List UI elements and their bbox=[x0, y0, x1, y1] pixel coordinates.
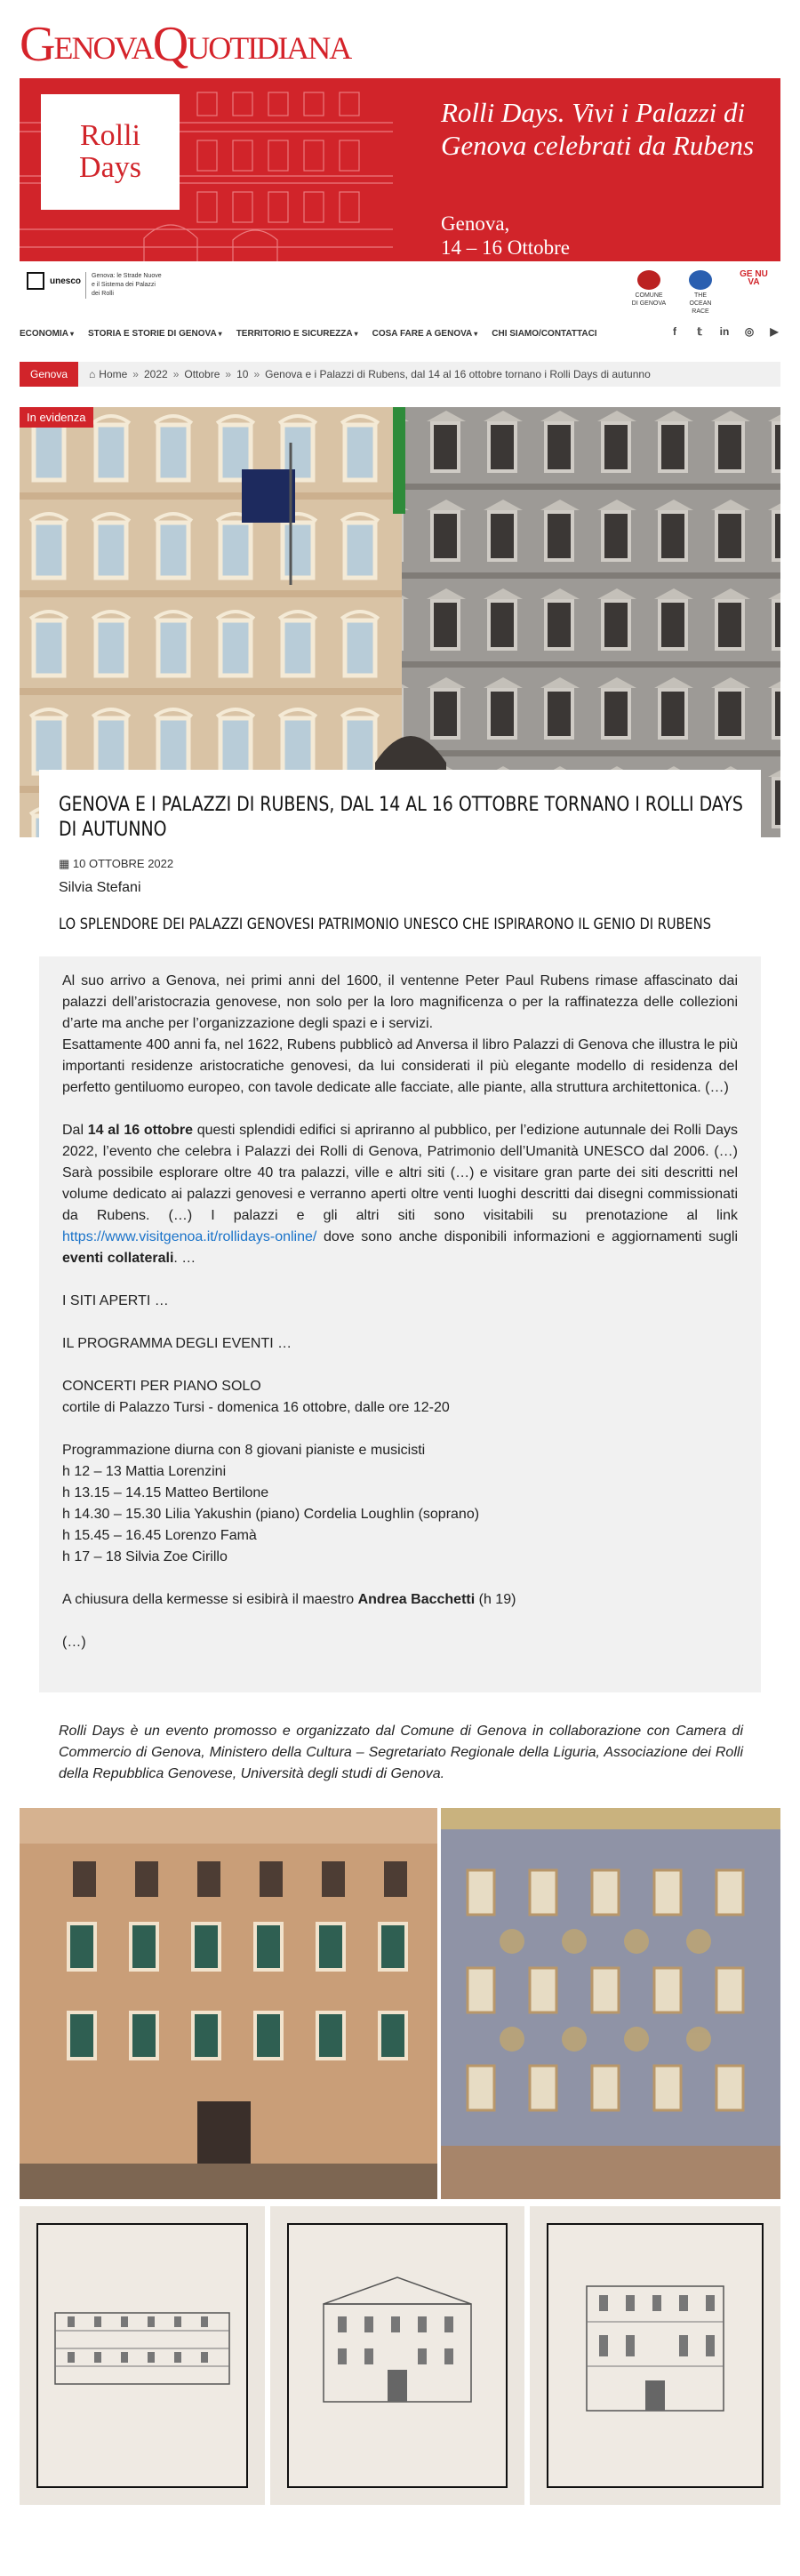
breadcrumb bbox=[20, 362, 780, 387]
list-item: h 12 – 13 Mattia Lorenzini bbox=[62, 1464, 227, 1479]
calendar-icon: ▦ bbox=[59, 857, 70, 870]
site-logo[interactable]: G ENOVA Q UOTIDIANA bbox=[20, 17, 351, 72]
unesco-temple-icon bbox=[27, 272, 44, 290]
unesco-site-name: Genova: le Strade Nuove e il Sistema dei Palazzi dei Rolli bbox=[85, 272, 165, 299]
gallery-photo-facade-frescoes[interactable] bbox=[441, 1808, 780, 2199]
genova-brand-logo: GE NU VA bbox=[740, 269, 768, 287]
rolli-days-banner[interactable] bbox=[20, 78, 780, 261]
section-heading: CONCERTI PER PIANO SOLO bbox=[62, 1379, 261, 1394]
banner-dates: Genova, 14 – 16 Ottobre bbox=[441, 212, 571, 259]
nav-economia[interactable]: ECONOMIA ▾ bbox=[20, 328, 75, 339]
chevron-down-icon: ▾ bbox=[70, 329, 75, 338]
paragraph: Programmazione diurna con 8 giovani pianiste e musicisti bbox=[62, 1443, 426, 1458]
instagram-icon[interactable]: ◎ bbox=[744, 325, 755, 338]
social-links bbox=[668, 325, 780, 338]
nav-territorio[interactable]: TERRITORIO E SICUREZZA ▾ bbox=[236, 328, 358, 339]
article-body bbox=[39, 956, 761, 1692]
ocean-race-logo: THE OCEAN RACE bbox=[683, 270, 718, 316]
list-item: h 15.45 – 16.45 Lorenzo Famà bbox=[62, 1528, 257, 1543]
list-item: h 13.15 – 14.15 Matteo Bertilone bbox=[62, 1485, 269, 1500]
paragraph: cortile di Palazzo Tursi - domenica 16 ottobre, dalle ore 12-20 bbox=[62, 1400, 450, 1415]
section-heading: IL PROGRAMMA DEGLI EVENTI … bbox=[62, 1336, 292, 1351]
comune-genova-logo: COMUNE DI GENOVA bbox=[631, 270, 667, 308]
chevron-down-icon: ▾ bbox=[218, 329, 222, 338]
visitgenoa-link[interactable]: https://www.visitgenoa.it/rollidays-online/ bbox=[62, 1229, 317, 1244]
category-tag[interactable]: Genova bbox=[20, 362, 78, 387]
paragraph: Al suo arrivo a Genova, nei primi anni del 1600, il ventenne Peter Paul Rubens rimase affascinato dai palazzi dell’aristocrazia genovese, non solo per la loro magnificenza o per la raffinatezza delle collezioni d’arte ma anche per l’organizzazione degli spazi e i servizi. bbox=[62, 973, 738, 1031]
breadcrumb-current: Genova e i Palazzi di Rubens, dal 14 al 16 ottobre tornano i Rolli Days di autunno bbox=[265, 368, 651, 380]
nav-cosa-fare[interactable]: COSA FARE A GENOVA ▾ bbox=[372, 328, 478, 339]
gallery-engraving-1[interactable] bbox=[20, 2206, 265, 2505]
breadcrumb-day[interactable]: 10 bbox=[236, 368, 249, 380]
paragraph: Dal 14 al 16 ottobre questi splendidi edifici si apriranno al pubblico, per l’edizione autunnale dei Rolli Days 2022, l’evento che celebra i Palazzi dei Rolli di Genova, Patrimonio dell’Umanità UNESCO dal 2006. (…) Sarà possibile esplorare oltre 40 tra palazzi, ville e altri siti (…) e visitare gran parte dei siti descritti nel volume dedicato ai palazzi genovesi e verranno aperti oltre venti luoghi descritti dai disegni commissionati da Rubens. (…) I palazzi e gli altri siti sono visitabili su prenotazione al link https://www.visitgenoa.it/rollidays-online/ dove sono anche disponibili informazioni e aggiornamenti sugli eventi collaterali. … bbox=[62, 1123, 739, 1266]
main-nav bbox=[20, 318, 780, 348]
post-author[interactable]: Silvia Stefani bbox=[59, 880, 141, 895]
breadcrumb-month[interactable]: Ottobre bbox=[184, 368, 220, 380]
partner-strip bbox=[20, 267, 780, 315]
facebook-icon[interactable]: f bbox=[673, 325, 676, 338]
banner-title: Rolli Days. Vivi i Palazzi di Genova celebrati da Rubens bbox=[441, 97, 755, 161]
paragraph: (…) bbox=[62, 1635, 86, 1650]
gallery-engraving-3[interactable] bbox=[530, 2206, 780, 2505]
in-evidenza-badge: In evidenza bbox=[20, 407, 93, 428]
nav-chi-siamo[interactable]: CHI SIAMO/CONTATTACI bbox=[492, 328, 597, 339]
chevron-right-icon: » bbox=[172, 368, 180, 380]
chevron-down-icon: ▾ bbox=[474, 329, 478, 338]
nav-storia[interactable]: STORIA E STORIE DI GENOVA ▾ bbox=[88, 328, 222, 339]
paragraph: A chiusura della kermesse si esibirà il maestro Andrea Bacchetti (h 19) bbox=[62, 1592, 516, 1607]
post-title-box bbox=[39, 770, 761, 850]
section-heading: I SITI APERTI … bbox=[62, 1293, 169, 1308]
unesco-logo: unesco bbox=[27, 272, 81, 290]
post-subtitle: LO SPLENDORE DEI PALAZZI GENOVESI PATRIMONIO UNESCO CHE ISPIRARONO IL GENIO DI RUBENS bbox=[59, 916, 712, 933]
linkedin-icon[interactable]: in bbox=[719, 325, 730, 338]
event-credits: Rolli Days è un evento promosso e organizzato dal Comune di Genova in collaborazione con Camera di Commercio di Genova, Ministero della Cultura – Segretariato Regionale della Liguria, Associazione dei Rolli della Repubblica Genovese, Università degli studi di Genova. bbox=[59, 1724, 743, 1781]
chevron-right-icon: » bbox=[253, 368, 260, 380]
breadcrumb-year[interactable]: 2022 bbox=[143, 368, 168, 380]
breadcrumb-home[interactable]: Home bbox=[99, 368, 128, 380]
list-item: h 14.30 – 15.30 Lilia Yakushin (piano) Cordelia Loughlin (soprano) bbox=[62, 1507, 480, 1522]
post-date: ▦ 10 OTTOBRE 2022 bbox=[59, 857, 174, 870]
gallery-engraving-2[interactable] bbox=[270, 2206, 524, 2505]
paragraph: Esattamente 400 anni fa, nel 1622, Rubens pubblicò ad Anversa il libro Palazzi di Genova che illustra le più importanti residenze aristocratiche genovesi, da lui considerati il più elegante modello di residenza del perfetto gentiluomo europeo, con tavole dedicate alle facciate, alle piante, alla struttura architettonica. (…) bbox=[62, 1037, 738, 1095]
list-item: h 17 – 18 Silvia Zoe Cirillo bbox=[62, 1549, 228, 1564]
twitter-icon[interactable]: 𝕥 bbox=[697, 325, 702, 338]
post-title: GENOVA E I PALAZZI DI RUBENS, DAL 14 AL 16 OTTOBRE TORNANO I ROLLI DAYS DI AUTUNNO bbox=[59, 794, 743, 841]
gallery-photo-palazzo[interactable] bbox=[20, 1808, 437, 2199]
chevron-right-icon: » bbox=[132, 368, 139, 380]
chevron-down-icon: ▾ bbox=[354, 329, 358, 338]
youtube-icon[interactable]: ▶ bbox=[770, 325, 779, 338]
chevron-right-icon: » bbox=[225, 368, 232, 380]
house-icon: ⌂ bbox=[89, 368, 96, 380]
rolli-days-logo: Rolli Days bbox=[41, 94, 180, 210]
